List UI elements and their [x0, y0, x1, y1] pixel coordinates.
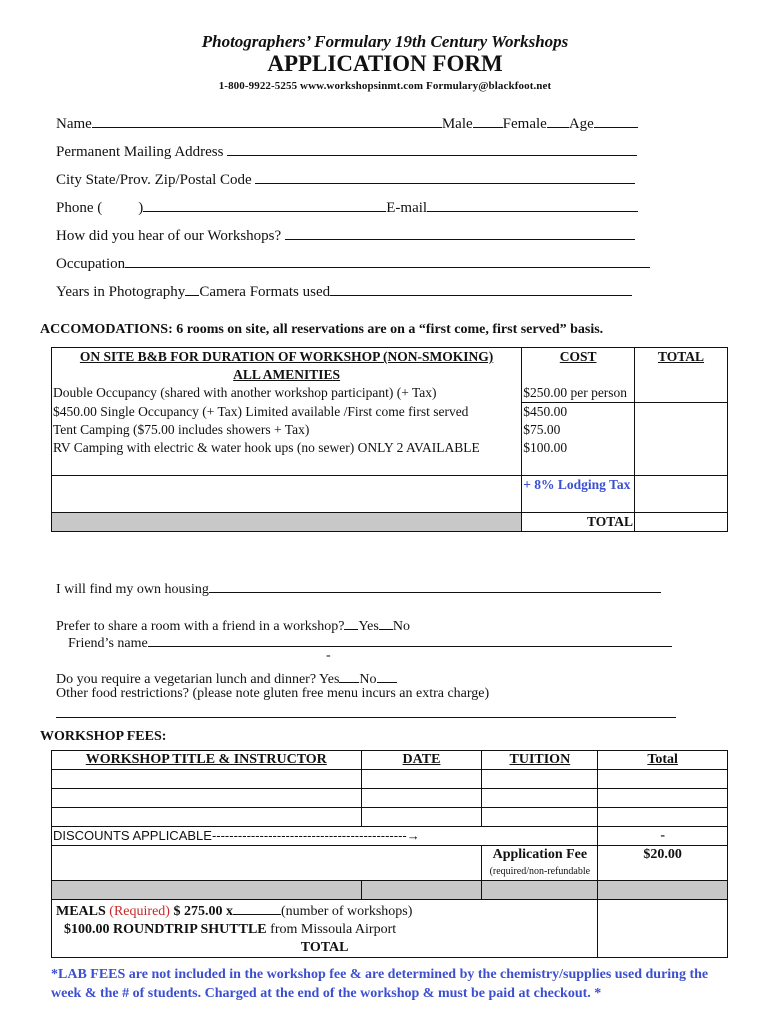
accom-header-total: TOTAL [658, 349, 705, 364]
friend-label: Friend’s name [68, 636, 148, 651]
female-field[interactable] [547, 113, 569, 128]
meals-count-field[interactable] [233, 900, 281, 915]
workshop-date-cell[interactable] [361, 770, 482, 789]
application-fee-note: (required/non-refundable [489, 866, 591, 877]
workshop-total-cell[interactable] [598, 770, 728, 789]
col-date: DATE [361, 751, 482, 770]
accommodations-heading: ACCOMODATIONS: 6 rooms on site, all reservations are on a “first come, first served” basis. [40, 322, 604, 337]
accom-row-desc: Double Occupancy (shared with another workshop participant) (+ Tax) [52, 384, 522, 403]
lab-fees-note: *LAB FEES are not included in the workshop fee & are determined by the chemistry/supplies used during the week & the # of students. Charged at the end of the workshop & must be paid at checkout. * [51, 967, 709, 1001]
share-yes-label: Yes [358, 619, 379, 634]
shuttle-row [52, 921, 598, 939]
age-label: Age [568, 116, 594, 132]
own-housing-field[interactable] [209, 578, 661, 593]
years-label: Years in Photography [56, 284, 186, 300]
hear-row [56, 225, 635, 245]
food-restrictions-field[interactable] [56, 717, 676, 718]
formats-field[interactable] [330, 281, 632, 296]
name-label: Name [56, 116, 92, 132]
workshop-date-cell[interactable] [361, 789, 482, 808]
address-field[interactable] [227, 141, 637, 156]
form-subtitle: Photographers’ Formulary 19th Century Workshops [201, 32, 569, 51]
form-title: APPLICATION FORM [267, 51, 503, 76]
accom-grand-total[interactable] [635, 513, 728, 532]
hear-label: How did you hear of our Workshops? [56, 228, 282, 244]
email-label: E-mail [386, 200, 428, 216]
city-label: City State/Prov. Zip/Postal Code [56, 172, 252, 188]
accom-header-cost: COST [559, 349, 597, 364]
accom-blank-cell [52, 476, 522, 513]
accommodations-table [51, 347, 728, 532]
application-fee-cell [482, 846, 598, 881]
meals-note: (number of workshops) [280, 904, 413, 919]
share-yes-field[interactable] [344, 615, 358, 630]
age-field[interactable] [594, 113, 638, 128]
meals-price: $ 275.00 x [173, 904, 233, 919]
occupation-row [56, 253, 650, 273]
formats-label: Camera Formats used [199, 284, 331, 300]
accom-row-cost: $75.00 [522, 421, 635, 439]
accom-row-desc: RV Camping with electric & water hook ups (no sewer) ONLY 2 AVAILABLE [52, 439, 522, 476]
gray-cell [361, 881, 482, 900]
address-label: Permanent Mailing Address [56, 144, 224, 160]
accom-row-desc: Tent Camping ($75.00 includes showers + Tax) [52, 421, 522, 439]
years-field[interactable] [185, 281, 199, 296]
workshop-tuition-cell[interactable] [482, 770, 598, 789]
name-row [56, 113, 638, 133]
years-row [56, 281, 632, 301]
occupation-field[interactable] [125, 253, 650, 268]
share-no-label: No [392, 619, 410, 634]
accom-row-desc: $450.00 Single Occupancy (+ Tax) Limited available /First come first served [52, 403, 522, 422]
workshop-title-cell[interactable] [52, 808, 362, 827]
friend-dash: - [326, 648, 331, 663]
name-field[interactable] [92, 113, 442, 128]
meals-label: MEALS [56, 904, 106, 919]
meals-total-cell[interactable] [598, 900, 728, 958]
veg-no-field[interactable] [377, 668, 397, 683]
lodging-tax-label: + 8% Lodging Tax [523, 477, 631, 492]
workshop-date-cell[interactable] [361, 808, 482, 827]
discount-value[interactable]: - [598, 827, 728, 846]
discounts-label: DISCOUNTS APPLICABLE---------------------------------------------→ [52, 827, 598, 846]
address-row [56, 141, 637, 161]
workshop-title-cell[interactable] [52, 770, 362, 789]
workshop-total-cell[interactable] [598, 808, 728, 827]
veg-label: Do you require a vegetarian lunch and dinner? Yes [56, 672, 340, 687]
contact-info: 1-800-9922-5255 www.workshopsinmt.com Formulary@blackfoot.net [218, 80, 552, 92]
veg-no-label: No [359, 672, 377, 687]
phone-field[interactable] [143, 197, 386, 212]
accom-total-label: TOTAL [522, 513, 635, 532]
workshop-fees-table [51, 750, 728, 958]
hear-field[interactable] [285, 225, 635, 240]
own-housing-label: I will find my own housing [56, 582, 209, 597]
friend-field[interactable] [148, 632, 672, 647]
accom-row-cost: $100.00 [522, 439, 635, 476]
occupation-label: Occupation [56, 256, 126, 272]
application-fee-label: Application Fee [492, 847, 588, 862]
workshop-total-cell[interactable] [598, 789, 728, 808]
veg-yes-field[interactable] [339, 668, 359, 683]
city-field[interactable] [255, 169, 635, 184]
accom-total-cell[interactable] [635, 403, 728, 476]
application-fee-amount: $20.00 [598, 846, 728, 881]
city-row [56, 169, 635, 189]
email-field[interactable] [427, 197, 638, 212]
workshop-tuition-cell[interactable] [482, 808, 598, 827]
female-label: Female [502, 116, 547, 132]
meals-required: (Required) [109, 904, 170, 919]
accom-row-cost: $250.00 per person [522, 384, 635, 403]
col-total: Total [598, 751, 728, 770]
male-field[interactable] [473, 113, 503, 128]
shuttle-note: from Missoula Airport [270, 922, 397, 937]
food-restrictions-label: Other food restrictions? (please note gluten free menu incurs an extra charge) [56, 686, 490, 701]
meals-row [52, 900, 598, 922]
phone-label: Phone ( [56, 200, 103, 216]
shuttle-label: $100.00 ROUNDTRIP SHUTTLE [64, 922, 267, 937]
gray-cell [52, 881, 362, 900]
workshop-total-label: TOTAL [52, 939, 598, 958]
friend-row [68, 632, 672, 652]
phone-row [56, 197, 638, 217]
share-label: Prefer to share a room with a friend in a workshop? [56, 619, 345, 634]
gray-cell [598, 881, 728, 900]
accom-header-line2: ALL AMENITIES [233, 367, 341, 382]
accom-row-cost: $450.00 [522, 403, 635, 422]
share-no-field[interactable] [379, 615, 393, 630]
workshop-title-cell[interactable] [52, 789, 362, 808]
col-tuition: TUITION [482, 751, 598, 770]
accom-header-line1: ON SITE B&B FOR DURATION OF WORKSHOP (NON-SMOKING) [79, 349, 494, 364]
workshop-tuition-cell[interactable] [482, 789, 598, 808]
accom-header-desc [52, 348, 522, 385]
lodging-tax-total[interactable] [635, 476, 728, 513]
own-housing-row [56, 578, 661, 598]
col-workshop-title: WORKSHOP TITLE & INSTRUCTOR [52, 751, 362, 770]
veg-row [56, 668, 397, 688]
gray-cell [482, 881, 598, 900]
male-label: Male [441, 116, 473, 132]
workshop-fees-heading: WORKSHOP FEES: [40, 729, 167, 744]
accom-gray-cell [52, 513, 522, 532]
phone-paren: ) [138, 200, 144, 216]
